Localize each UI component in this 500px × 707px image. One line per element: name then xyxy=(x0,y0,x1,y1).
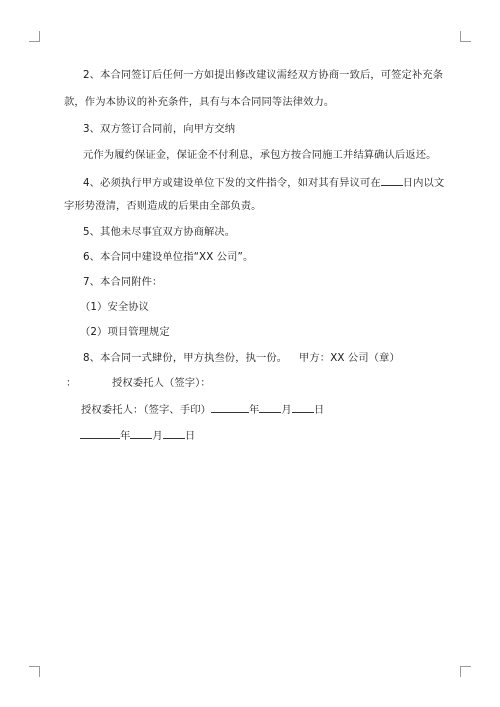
sign-date-month-blank[interactable] xyxy=(259,401,281,413)
attachment-1: （1）安全协议 xyxy=(80,301,150,313)
party-a-month-blank[interactable] xyxy=(130,427,152,439)
attachment-2: （2）项目管理规定 xyxy=(80,326,170,338)
party-a-year-label: 年 xyxy=(120,430,131,442)
clause-4-line-2: 字形势澄清，否则造成的后果由全部负责。 xyxy=(64,200,262,212)
clause-2-line-2: 款，作为本协议的补充条件，具有与本合同同等法律效力。 xyxy=(64,96,335,108)
party-a-day-blank[interactable] xyxy=(163,427,185,439)
clause-3-line-2: 元作为履约保证金，保证金不付利息，承包方按合同施工并结算确认后返还。 xyxy=(83,149,437,161)
clause-8: 8、本合同一式肆份，甲方执叁份，执一份。 xyxy=(83,352,288,364)
crop-mark-top-right xyxy=(460,31,471,42)
authorized-rep-fingerprint-label: 授权委托人：（签字、手印） xyxy=(81,404,212,416)
party-a-day-label: 日 xyxy=(184,430,196,442)
clause-4-line-1 xyxy=(83,174,444,190)
party-a-label: 甲方：XX 公司（章） xyxy=(299,352,400,364)
clause-3-line-1: 3、双方签订合同前，向甲方交纳 xyxy=(83,123,236,135)
clause-7: 7、本合同附件： xyxy=(83,276,163,288)
party-a-month-label: 月 xyxy=(152,430,163,442)
stray-colon: ： xyxy=(66,377,77,389)
days-blank[interactable] xyxy=(381,174,403,186)
crop-mark-bottom-left xyxy=(29,666,40,677)
sign-date-day-blank[interactable] xyxy=(292,401,314,413)
clause-5: 5、其他未尽事宜双方协商解决。 xyxy=(83,226,236,238)
authorized-rep-fingerprint-line xyxy=(81,401,324,417)
party-a-date-line xyxy=(80,427,195,443)
crop-mark-bottom-right xyxy=(460,666,471,677)
authorized-rep-signature-label: 授权委托人（签字）： xyxy=(112,377,211,389)
sign-date-day-label: 日 xyxy=(313,404,325,416)
sign-date-year-label: 年 xyxy=(249,404,260,416)
clause-2-line-1: 2、本合同签订后任何一方如提出修改建议需经双方协商一致后，可签定补充条 xyxy=(83,69,444,81)
clause-4-text-b: 日内以文 xyxy=(402,177,445,189)
clause-4-text-a: 4、必须执行甲方或建设单位下发的文件指令，如对其有异议可在 xyxy=(83,177,381,189)
crop-mark-top-left xyxy=(29,31,40,42)
clause-6: 6、本合同中建设单位指“XX 公司”。 xyxy=(83,251,254,263)
sign-date-year-blank[interactable] xyxy=(211,401,249,413)
party-a-year-blank[interactable] xyxy=(80,427,120,439)
sign-date-month-label: 月 xyxy=(281,404,292,416)
